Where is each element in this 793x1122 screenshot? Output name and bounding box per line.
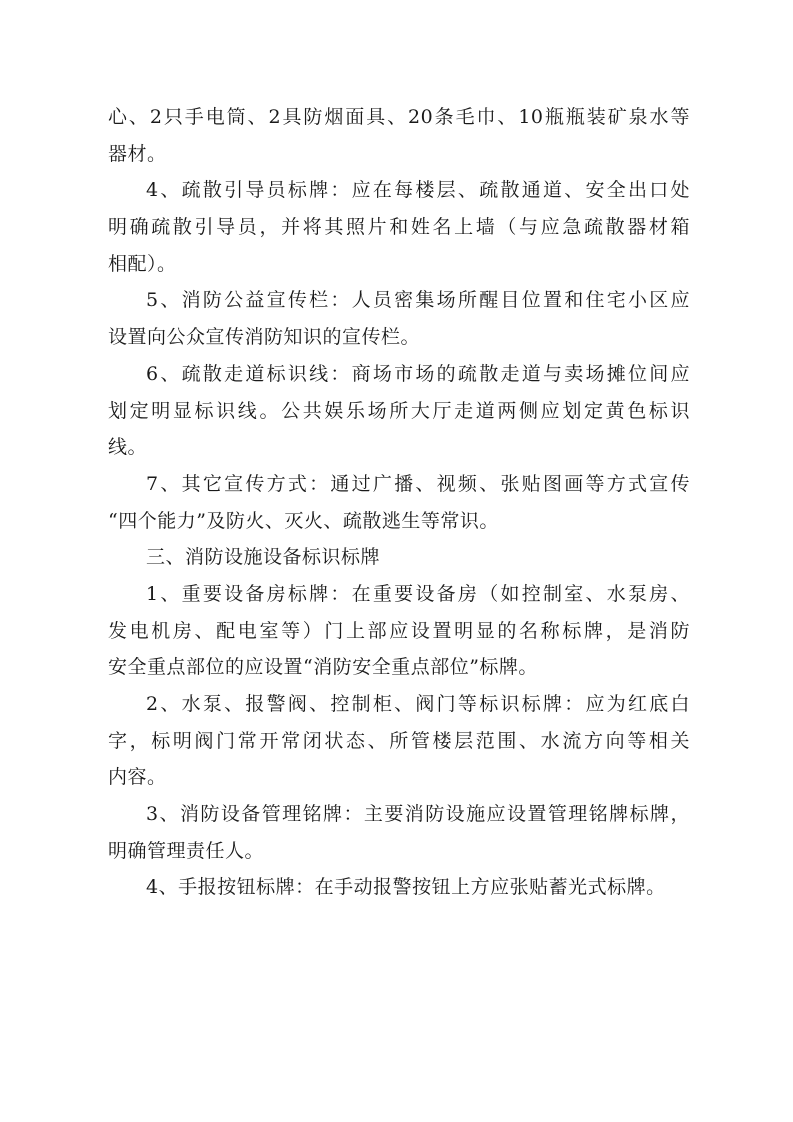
section-heading-text: 三、消防设施设备标识标牌 [146,546,381,569]
paragraph-other-methods [108,466,690,539]
section-heading [108,539,690,576]
text-line: 安全重点部位的应设置“消防安全重点部位”标牌。 [108,656,538,679]
text-line: 设置向公众宣传消防知识的宣传栏。 [108,326,421,349]
text-line: 心、2只手电筒、2具防烟面具、20条毛巾、10瓶瓶装矿泉水等 [108,106,690,128]
paragraph-evacuation-guide-sign [108,172,690,282]
document-page [108,99,690,906]
paragraph-equipment-room-sign [108,576,690,686]
text-line: 线。 [108,436,148,459]
text-line: 6、疏散走道标识线：商场市场的疏散走道与卖场摊位间应 [146,362,690,385]
text-line: 2、水泵、报警阀、控制柜、阀门等标识标牌：应为红底白 [146,693,690,715]
paragraph-alarm-button-sign [108,869,690,906]
text-line: 4、疏散引导员标牌：应在每楼层、疏散通道、安全出口处 [146,179,690,202]
text-line: 明确管理责任人。 [108,839,265,862]
text-line: 内容。 [108,766,167,789]
text-line: 发电机房、配电室等）门上部应设置明显的名称标牌，是消防 [108,619,690,642]
text-line: 划定明显标识线。公共娱乐场所大厅走道两侧应划定黄色标识 [108,399,690,422]
text-line: 器材。 [108,142,167,165]
paragraph-management-plate [108,796,690,869]
text-line: 5、消防公益宣传栏：人员密集场所醒目位置和住宅小区应 [146,289,690,312]
text-line: 明确疏散引导员，并将其照片和姓名上墙（与应急疏散器材箱 [108,216,690,239]
paragraph-public-board [108,282,690,355]
text-line: 3、消防设备管理铭牌：主要消防设施应设置管理铭牌标牌， [146,803,690,826]
paragraph-continuation [108,99,690,172]
text-line: 4、手报按钮标牌：在手动报警按钮上方应张贴蓄光式标牌。 [146,876,666,899]
text-line: “四个能力”及防火、灭火、疏散逃生等常识。 [108,509,499,532]
text-line: 7、其它宣传方式：通过广播、视频、张贴图画等方式宣传 [146,472,690,495]
text-line: 字，标明阀门常开常闭状态、所管楼层范围、水流方向等相关 [108,729,690,752]
text-line: 相配）。 [108,252,177,275]
paragraph-valve-sign [108,686,690,796]
paragraph-walkway-lines [108,356,690,466]
text-line: 1、重要设备房标牌：在重要设备房（如控制室、水泵房、 [146,582,690,605]
